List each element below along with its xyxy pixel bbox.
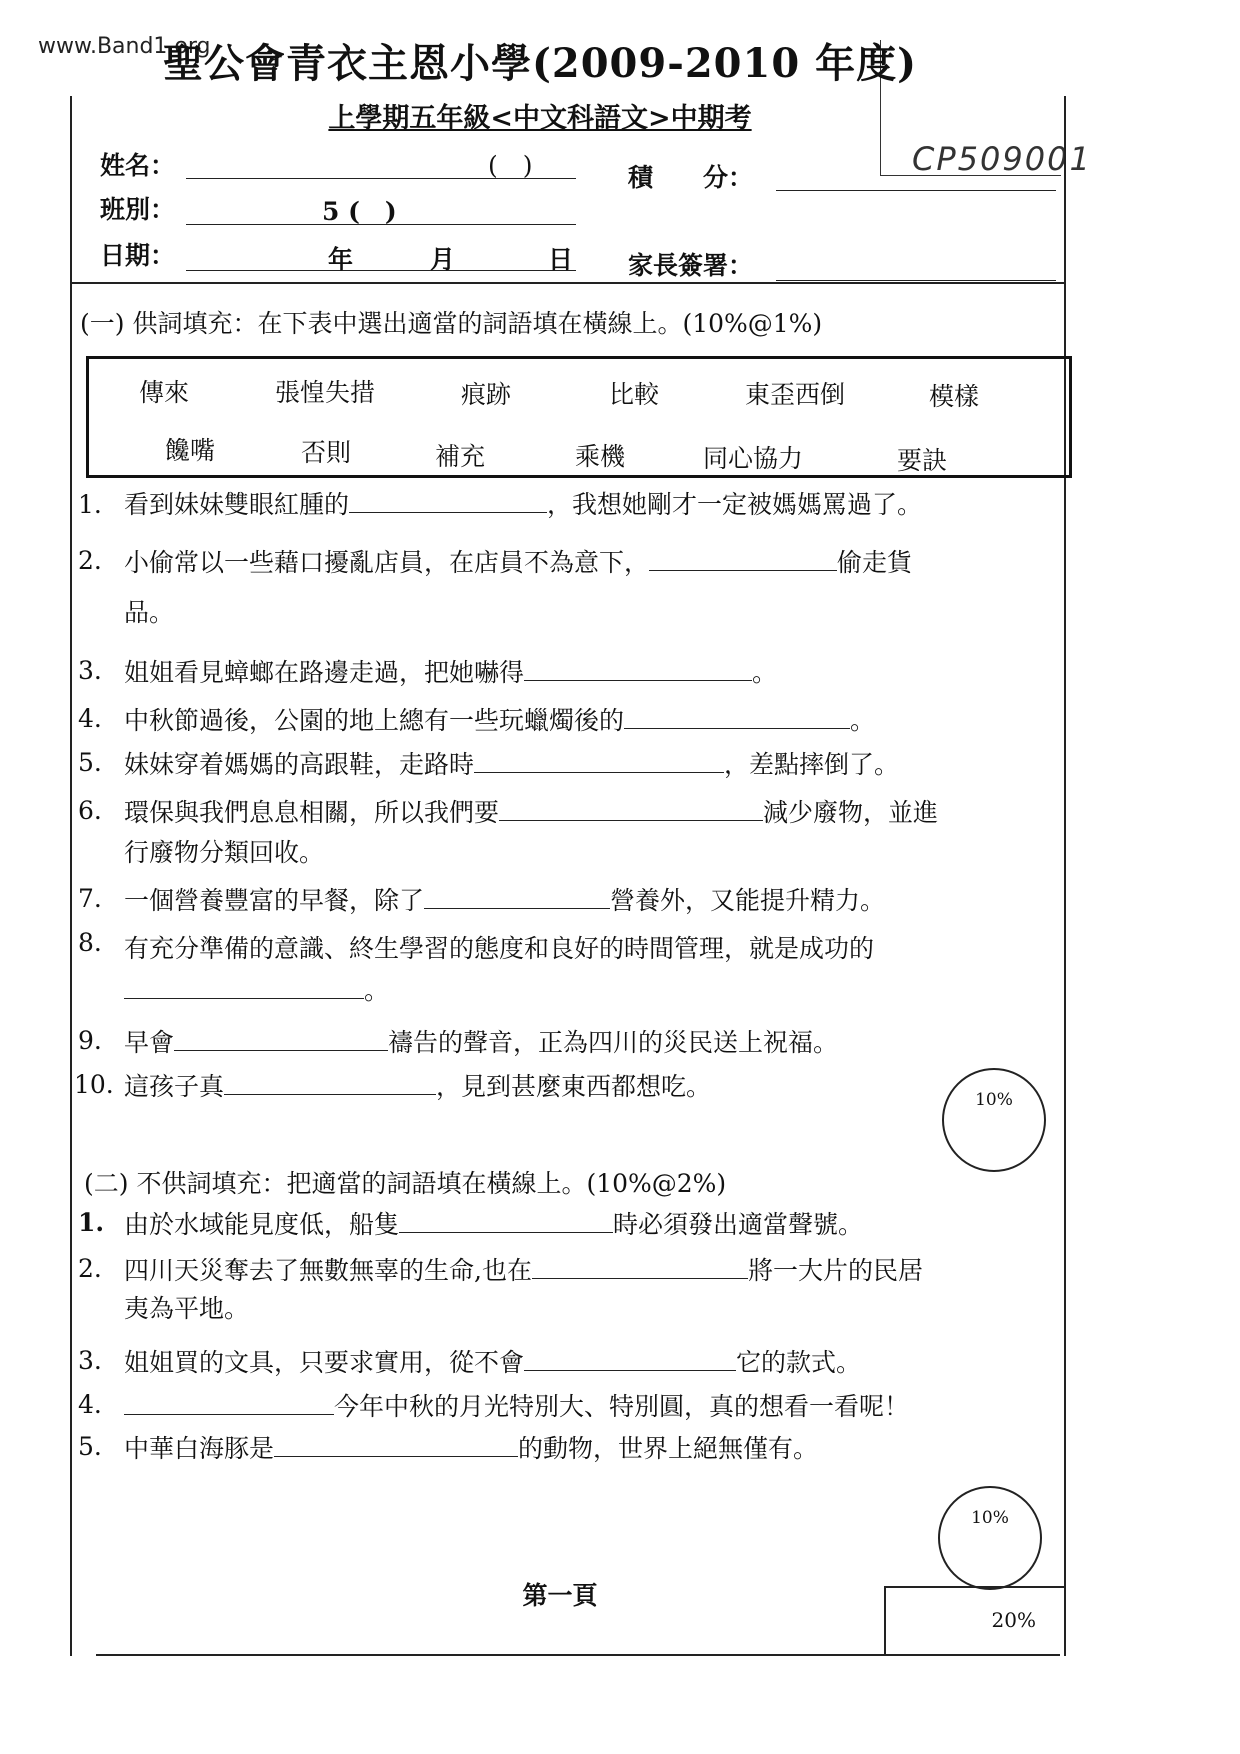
class-label: 班別： — [100, 195, 176, 224]
question-number: 5. — [78, 748, 102, 777]
parent-sign-field[interactable] — [776, 280, 1056, 281]
word-bank — [86, 356, 1072, 478]
question-text: 早會 禱告的聲音，正為四川的災民送上祝福。 — [124, 1028, 839, 1057]
parent-sign-label: 家長簽署： — [628, 251, 754, 280]
section1-score-circle: 10% — [942, 1068, 1046, 1172]
answer-blank[interactable] — [274, 1432, 518, 1457]
paper-code: CP509001 — [912, 140, 1092, 178]
date-day: 日 — [548, 245, 574, 274]
answer-blank[interactable] — [124, 974, 364, 999]
total-score-box: 20% — [884, 1586, 1066, 1656]
answer-blank[interactable] — [532, 1254, 748, 1279]
answer-blank[interactable] — [649, 546, 837, 571]
question-text: 看到妹妹雙眼紅腫的 ，我想她剛才一定被媽媽罵過了。 — [124, 490, 923, 519]
answer-blank[interactable] — [624, 704, 850, 729]
watermark: www.Band1.org — [38, 34, 211, 59]
question-number: 3. — [78, 1346, 102, 1375]
question-text: 今年中秋的月光特別大、特別圓，真的想看一看呢！ — [124, 1390, 909, 1424]
word-bank-item: 饞嘴 — [165, 436, 216, 465]
answer-blank[interactable] — [174, 1026, 388, 1051]
question-text: 有充分準備的意識、終生學習的態度和良好的時間管理，就是成功的 — [124, 934, 875, 963]
name-label: 姓名： — [100, 151, 176, 180]
question-text: 小偷常以一些藉口擾亂店員，在店員不為意下， 偷走貨 — [124, 548, 913, 577]
date-field[interactable] — [186, 270, 576, 271]
word-bank-item: 傳來 — [139, 378, 190, 407]
question-number: 1. — [78, 1208, 105, 1237]
question-number: 7. — [78, 884, 102, 913]
question-text: 中秋節過後，公園的地上總有一些玩蠟燭後的 。 — [124, 706, 876, 735]
word-bank-item: 同心協力 — [703, 444, 804, 473]
answer-blank[interactable] — [349, 488, 547, 513]
page-title: 聖公會青衣主恩小學(2009-2010 年度) — [162, 40, 918, 87]
question-number: 8. — [78, 928, 102, 957]
answer-blank[interactable] — [474, 748, 724, 773]
question-text: 環保與我們息息相關，所以我們要 減少廢物，並進 — [124, 798, 939, 827]
question-number: 10. — [74, 1070, 114, 1099]
word-bank-item: 比較 — [609, 380, 660, 409]
question-text: 這孩子真 ，見到甚麼東西都想吃。 — [124, 1072, 712, 1101]
date-year: 年 — [328, 245, 354, 274]
question-text: 四川天災奪去了無數無辜的生命,也在 將一大片的民居 — [124, 1256, 923, 1285]
question-text-cont: 夷為平地。 — [124, 1294, 250, 1323]
question-number: 4. — [78, 704, 102, 733]
question-number: 3. — [78, 656, 102, 685]
question-text: 由於水域能見度低，船隻 時必須發出適當聲號。 — [124, 1210, 864, 1239]
section2-score-circle: 10% — [938, 1486, 1042, 1590]
answer-blank[interactable] — [524, 1346, 736, 1371]
question-text: 姐姐看見蟑螂在路邊走過，把她嚇得 。 — [124, 658, 778, 687]
date-month: 月 — [430, 245, 456, 274]
word-bank-item: 東歪西倒 — [745, 380, 846, 409]
answer-blank[interactable] — [499, 796, 763, 821]
word-bank-item: 要訣 — [897, 446, 948, 475]
question-number: 2. — [78, 1254, 102, 1283]
question-number: 1. — [78, 490, 102, 519]
page-number: 第一頁 — [522, 1581, 598, 1610]
word-bank-item: 痕跡 — [461, 380, 512, 409]
class-number-paren: ( ) — [488, 151, 533, 180]
question-number: 5. — [78, 1432, 102, 1461]
question-text-cont: 。 — [124, 974, 389, 1008]
page-subtitle: 上學期五年級<中文科語文>中期考 — [328, 103, 752, 134]
class-value: 5 ( ) — [322, 197, 397, 226]
score-field[interactable] — [776, 190, 1056, 191]
answer-blank[interactable] — [224, 1070, 436, 1095]
word-bank-item: 補充 — [435, 442, 486, 471]
question-text-cont: 品。 — [124, 598, 175, 627]
word-bank-item: 張惶失措 — [275, 378, 376, 407]
question-number: 9. — [78, 1026, 102, 1055]
section1-title: (一) 供詞填充：在下表中選出適當的詞語填在橫線上。(10%@1%) — [80, 309, 823, 338]
question-number: 4. — [78, 1390, 102, 1419]
word-bank-item: 模樣 — [929, 382, 980, 411]
question-number: 2. — [78, 546, 102, 575]
section2-title: (二) 不供詞填充：把適當的詞語填在橫線上。(10%@2%) — [84, 1169, 727, 1198]
answer-blank[interactable] — [124, 1390, 334, 1415]
question-text-cont: 行廢物分類回收。 — [124, 838, 325, 867]
question-text: 中華白海豚是 的動物，世界上絕無僅有。 — [124, 1434, 819, 1463]
answer-blank[interactable] — [524, 656, 752, 681]
question-text: 妹妹穿着媽媽的高跟鞋，走路時 ，差點摔倒了。 — [124, 750, 900, 779]
date-label: 日期： — [100, 241, 176, 270]
question-number: 6. — [78, 796, 102, 825]
answer-blank[interactable] — [399, 1208, 613, 1233]
question-text: 姐姐買的文具，只要求實用，從不會 它的款式。 — [124, 1348, 862, 1377]
answer-blank[interactable] — [424, 884, 610, 909]
question-text: 一個營養豐富的早餐，除了 營養外，又能提升精力。 — [124, 886, 886, 915]
header-separator — [70, 282, 1064, 284]
word-bank-item: 否則 — [301, 438, 352, 467]
word-bank-item: 乘機 — [575, 442, 626, 471]
score-label: 積 分： — [628, 163, 754, 192]
